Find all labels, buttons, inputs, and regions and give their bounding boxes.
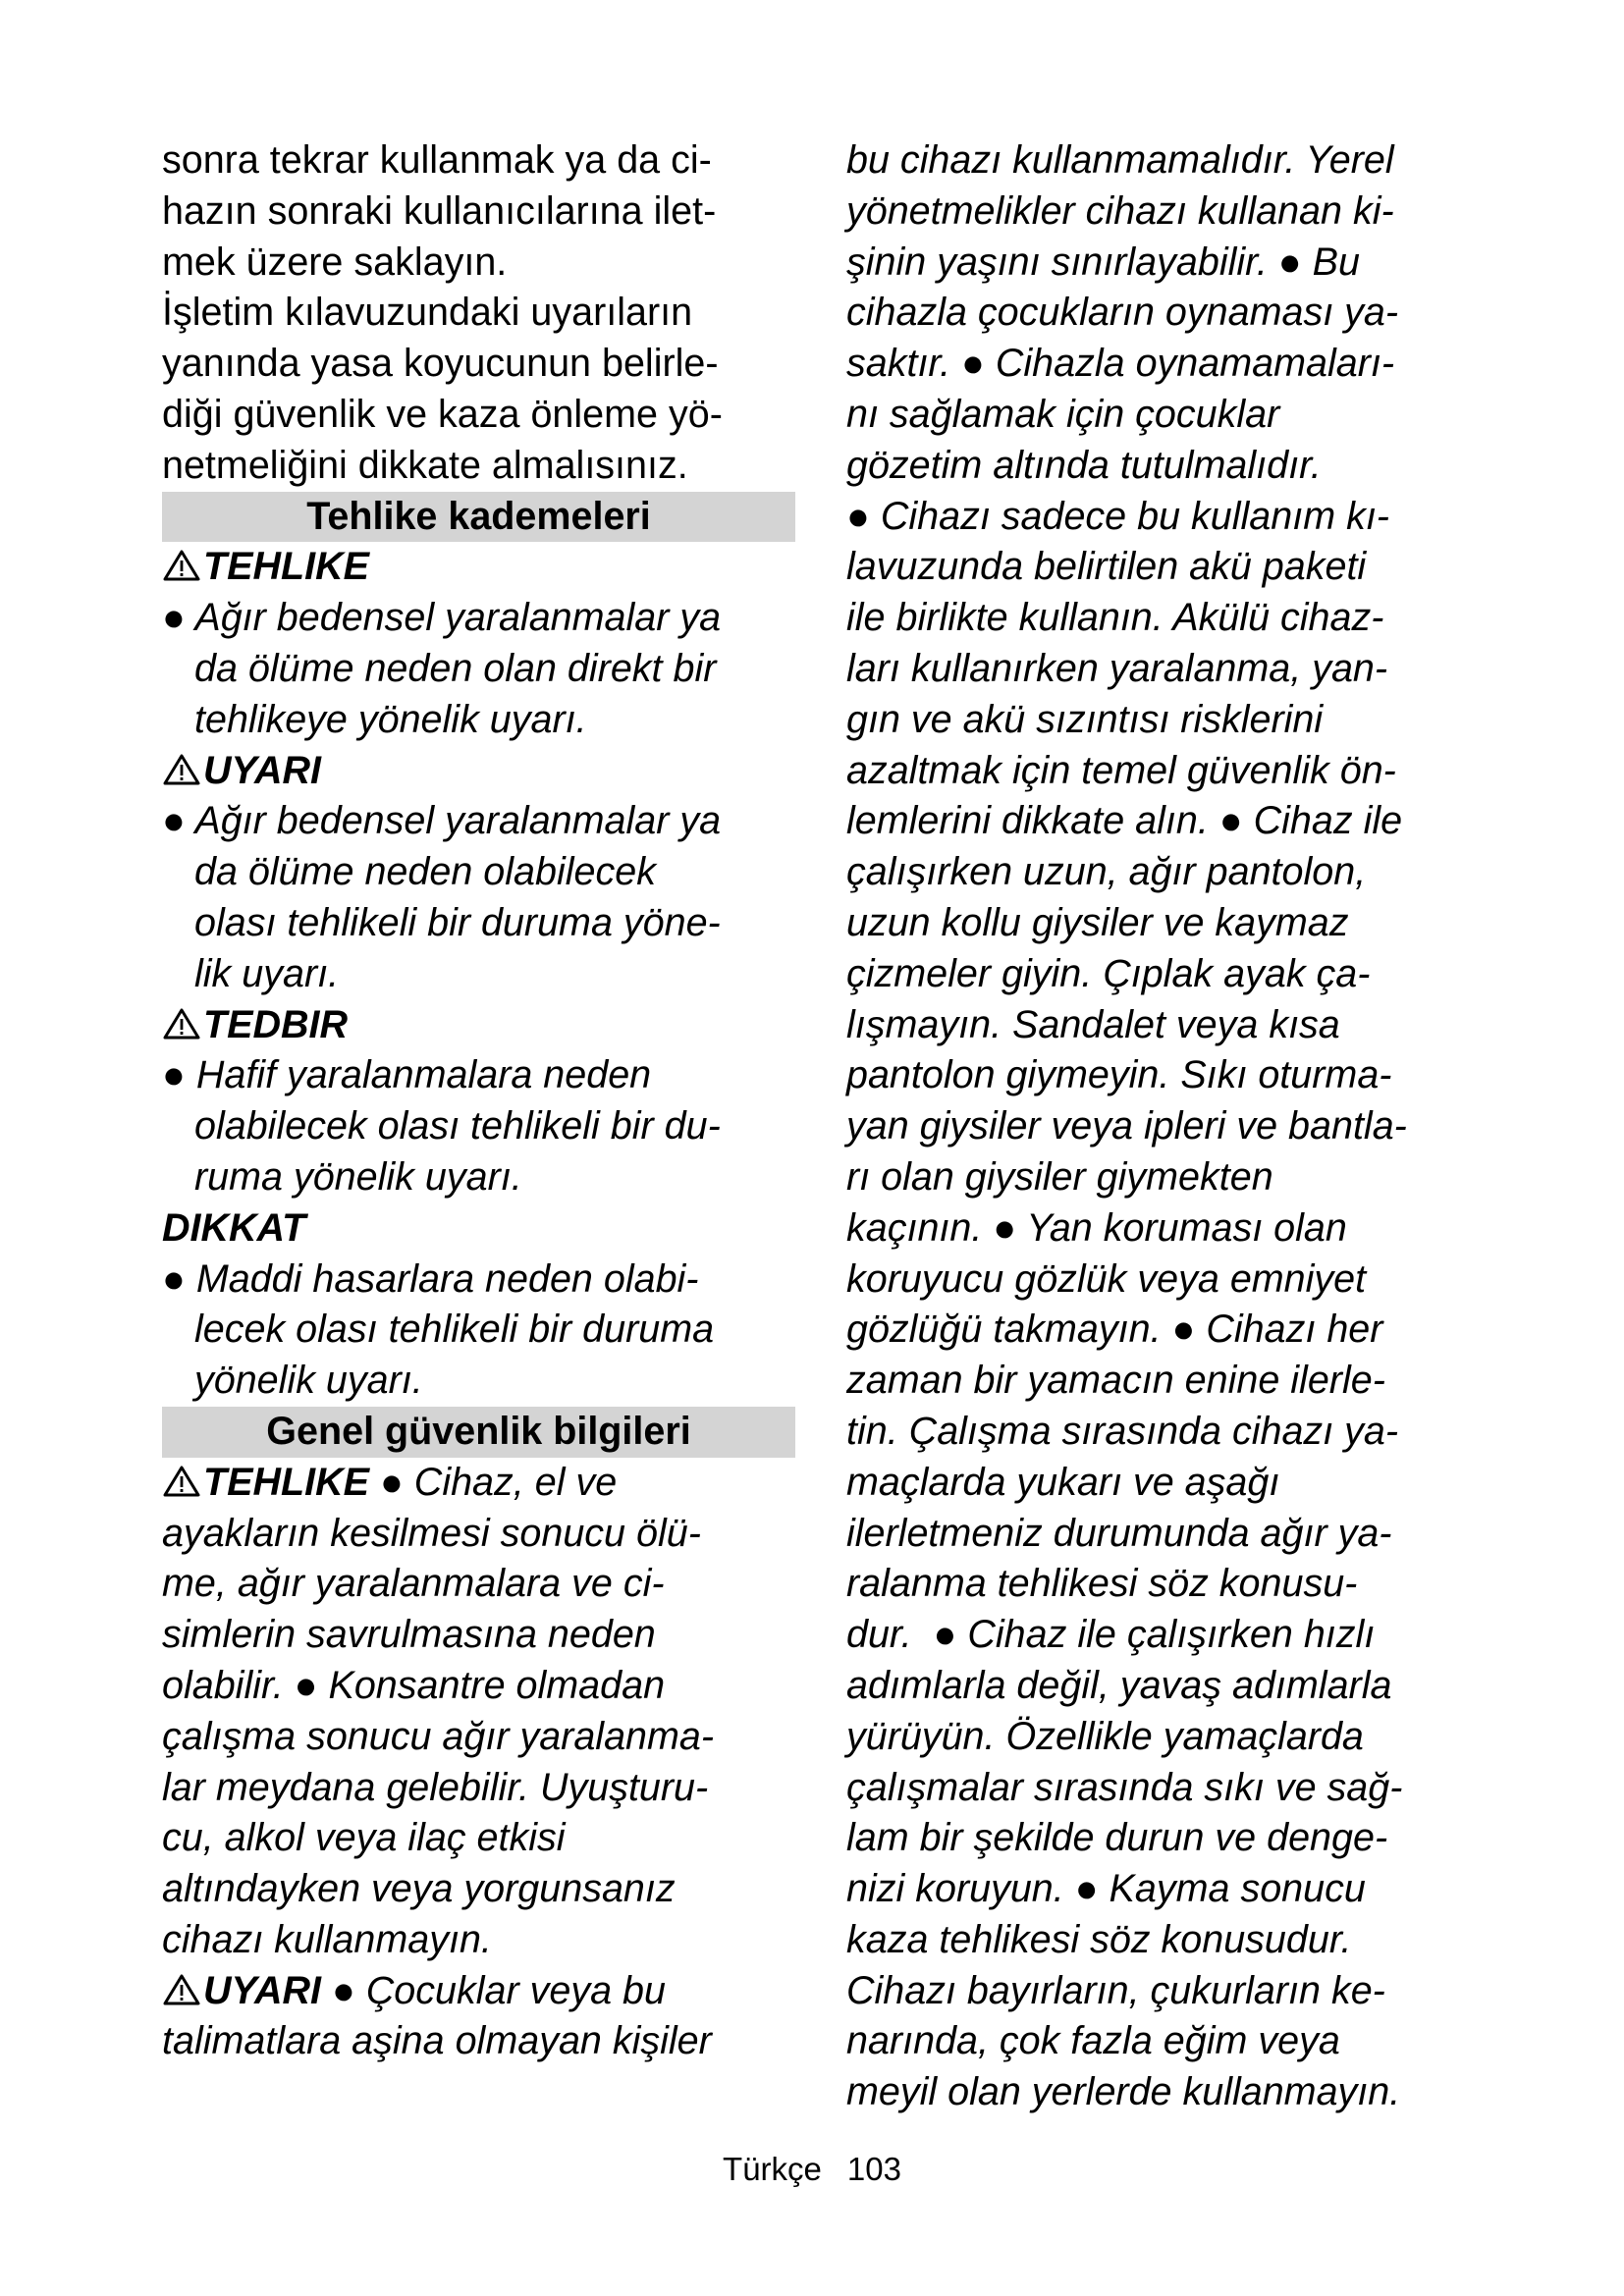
hazard-levels-heading: Tehlike kademeleri	[162, 492, 795, 543]
general-warning-text: ● Çocuklar veya bu	[320, 1968, 666, 2012]
caution-text-line: ● Hafif yaralanmalara neden	[162, 1053, 652, 1097]
warning-label: UYARI	[162, 746, 795, 797]
right-text-line: gözetim altında tutulmalıdır.	[846, 443, 1322, 487]
general-warning-label: UYARI	[203, 1968, 321, 2012]
right-text-line: lavuzunda belirtilen akü paketi	[846, 545, 1367, 589]
intro-line: İşletim kılavuzundaki uyarıların	[162, 291, 693, 335]
warning-triangle-icon	[162, 1007, 201, 1041]
right-text-line: kaçının. ● Yan koruması olan	[846, 1205, 1347, 1250]
intro-line: mek üzere saklayın.	[162, 240, 508, 284]
notice-text-line: ● Maddi hasarlara neden olabi-	[162, 1256, 699, 1301]
right-text-line: maçlarda yukarı ve aşağı	[846, 1460, 1280, 1504]
danger-text-line: ● Ağır bedensel yaralanmalar ya	[162, 596, 722, 640]
intro-line: sonra tekrar kullanmak ya da ci-	[162, 138, 712, 182]
page-number: 103	[846, 2151, 901, 2187]
general-danger-line: me, ağır yaralanmalara ve ci-	[162, 1562, 665, 1606]
right-text-line: nı sağlamak için çocuklar	[846, 392, 1280, 436]
right-text-line: cihazla çocukların oynaması ya-	[846, 291, 1399, 335]
right-text-line: ralanma tehlikesi söz konusu-	[846, 1562, 1358, 1606]
right-text-line: yan giysiler veya ipleri ve bantla-	[846, 1104, 1407, 1148]
right-text-line: bu cihazı kullanmamalıdır. Yerel	[846, 138, 1394, 182]
intro-line: hazın sonraki kullanıcılarına ilet-	[162, 188, 717, 233]
right-text-line: gın ve akü sızıntısı risklerini	[846, 697, 1324, 741]
right-text-line: dur. ● Cihaz ile çalışırken hızlı	[846, 1613, 1376, 1657]
general-danger-line: cihazı kullanmayın.	[162, 1917, 492, 1961]
page-footer	[0, 2150, 1624, 2189]
warning-triangle-icon	[162, 549, 201, 582]
general-warning-line: talimatlara aşina olmayan kişiler	[162, 2019, 712, 2063]
notice-label: DIKKAT	[162, 1205, 306, 1250]
right-text-line: uzun kollu giysiler ve kaymaz	[846, 900, 1349, 944]
right-text-line: meyil olan yerlerde kullanmayın.	[846, 2070, 1401, 2114]
danger-label: TEHLIKE	[162, 542, 795, 593]
caution-text-line: olabilecek olası tehlikeli bir du-	[194, 1104, 721, 1148]
right-text-line: narında, çok fazla eğim veya	[846, 2019, 1340, 2063]
danger-text-line: da ölüme neden olan direkt bir	[194, 646, 717, 690]
right-text-line: şinin yaşını sınırlayabilir. ● Bu	[846, 240, 1360, 284]
right-text-line: ● Cihazı sadece bu kullanım kı-	[846, 494, 1389, 538]
right-text-line: yürüyün. Özellikle yamaçlarda	[846, 1714, 1364, 1758]
general-safety-heading: Genel güvenlik bilgileri	[162, 1407, 795, 1458]
left-column	[162, 135, 795, 2067]
right-text-line: lam bir şekilde durun ve denge-	[846, 1816, 1388, 1860]
right-text-line: ilerletmeniz durumunda ağır ya-	[846, 1511, 1392, 1555]
warning-text-line: ● Ağır bedensel yaralanmalar ya	[162, 799, 722, 843]
right-text-line: lışmayın. Sandalet veya kısa	[846, 1002, 1340, 1046]
general-danger-line: lar meydana gelebilir. Uyuşturu-	[162, 1765, 709, 1809]
right-text-line: ları kullanırken yaralanma, yan-	[846, 646, 1388, 690]
warning-text-line: lik uyarı.	[194, 951, 340, 995]
general-danger-line: cu, alkol veya ilaç etkisi	[162, 1816, 566, 1860]
right-text-line: lemlerini dikkate alın. ● Cihaz ile	[846, 799, 1403, 843]
right-text-line: azaltmak için temel güvenlik ön-	[846, 748, 1396, 792]
right-text-line: pantolon giymeyin. Sıkı oturma-	[846, 1053, 1392, 1097]
intro-line: diği güvenlik ve kaza önleme yö-	[162, 392, 723, 436]
general-danger-first-line	[162, 1458, 795, 1509]
right-text-line: Cihazı bayırların, çukurların ke-	[846, 1968, 1385, 2012]
right-text-line: kaza tehlikesi söz konusudur.	[846, 1917, 1352, 1961]
footer-language: Türkçe	[723, 2151, 822, 2187]
right-text-line: nizi koruyun. ● Kayma sonucu	[846, 1867, 1366, 1911]
right-text-line: zaman bir yamacın enine ilerle-	[846, 1359, 1385, 1403]
caution-label: TEDBIR	[162, 1000, 795, 1051]
warning-triangle-icon	[162, 1973, 201, 2006]
right-text-line: ile birlikte kullanın. Akülü cihaz-	[846, 596, 1384, 640]
general-warning-first-line	[162, 1966, 795, 2017]
intro-line: yanında yasa koyucunun belirle-	[162, 342, 719, 386]
right-column	[846, 135, 1485, 2118]
danger-text-line: tehlikeye yönelik uyarı.	[194, 697, 587, 741]
right-text-line: saktır. ● Cihazla oynamamaları-	[846, 342, 1395, 386]
right-text-line: yönetmelikler cihazı kullanan ki-	[846, 188, 1394, 233]
general-danger-line: altındayken veya yorgunsanız	[162, 1867, 676, 1911]
right-text-line: tin. Çalışma sırasında cihazı ya-	[846, 1409, 1398, 1453]
general-danger-line: çalışma sonucu ağır yaralanma-	[162, 1714, 715, 1758]
caution-text-line: ruma yönelik uyarı.	[194, 1154, 522, 1199]
warning-text-line: olası tehlikeli bir duruma yöne-	[194, 900, 721, 944]
general-danger-label: TEHLIKE	[203, 1460, 369, 1504]
right-text-line: adımlarla değil, yavaş adımlarla	[846, 1663, 1392, 1707]
warning-triangle-icon	[162, 753, 201, 786]
right-text-line: rı olan giysiler giymekten	[846, 1154, 1273, 1199]
right-text-line: çalışmalar sırasında sıkı ve sağ-	[846, 1765, 1403, 1809]
general-danger-text: ● Cihaz, el ve	[368, 1460, 618, 1504]
general-danger-line: simlerin savrulmasına neden	[162, 1613, 656, 1657]
notice-text-line: yönelik uyarı.	[194, 1359, 423, 1403]
general-danger-line: olabilir. ● Konsantre olmadan	[162, 1663, 666, 1707]
warning-triangle-icon	[162, 1465, 201, 1498]
general-danger-line: ayakların kesilmesi sonucu ölü-	[162, 1511, 701, 1555]
warning-text-line: da ölüme neden olabilecek	[194, 850, 656, 894]
intro-line: netmeliğini dikkate almalısınız.	[162, 443, 688, 487]
right-text-line: koruyucu gözlük veya emniyet	[846, 1256, 1367, 1301]
notice-text-line: lecek olası tehlikeli bir duruma	[194, 1308, 715, 1352]
right-text-line: çizmeler giyin. Çıplak ayak ça-	[846, 951, 1371, 995]
right-text-line: gözlüğü takmayın. ● Cihazı her	[846, 1308, 1383, 1352]
right-text-line: çalışırken uzun, ağır pantolon,	[846, 850, 1367, 894]
